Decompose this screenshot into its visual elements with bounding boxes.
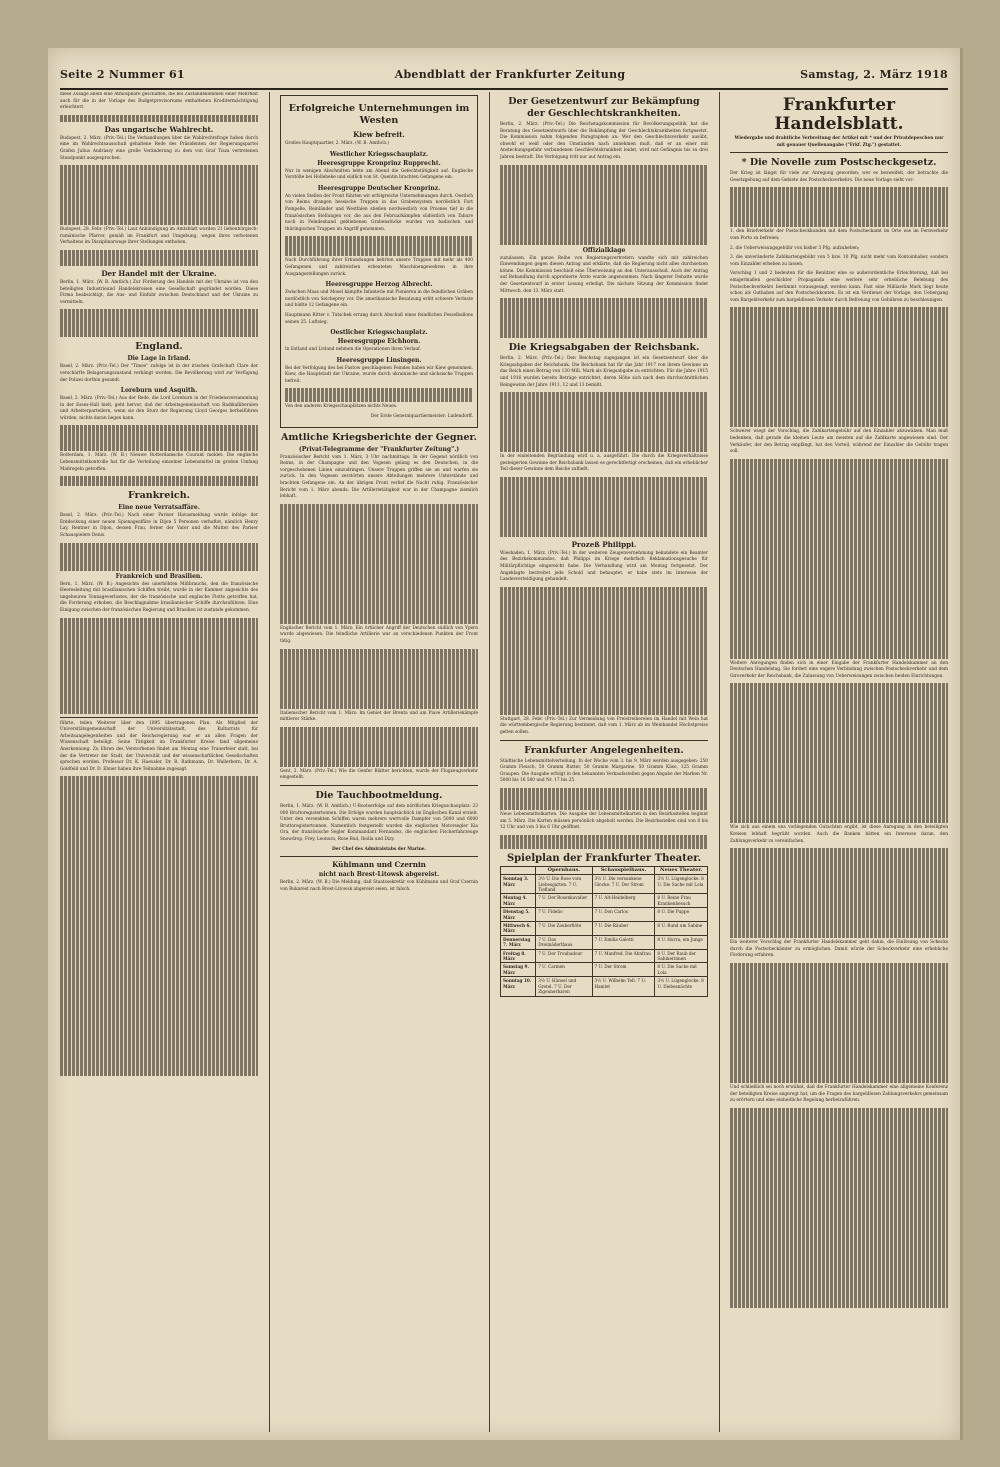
text-lines bbox=[60, 165, 258, 225]
article-headline: Prozeß Philippi. bbox=[571, 539, 637, 549]
table-cell: Montag 4. März bbox=[501, 894, 536, 908]
column-2 bbox=[280, 92, 478, 1436]
text-lines bbox=[500, 835, 708, 849]
article-subheadline: Heeresgruppe Deutscher Kronprinz. bbox=[317, 184, 441, 192]
column-3 bbox=[500, 92, 708, 1436]
section-note: Wiedergabe und drahtliche Verbreitung der Artikel mit * und der Privatdepeschen nur mit genauer Quellenangabe ("Frkf. Ztg.") gestattet. bbox=[734, 136, 944, 148]
article-headline: Das ungarische Wahlrecht. bbox=[104, 124, 214, 134]
table-header-row bbox=[501, 866, 708, 874]
column-header: Schauspielhaus. bbox=[592, 866, 655, 874]
article-subheadline: Heeresgruppe Eichhorn. bbox=[337, 338, 421, 346]
text-lines bbox=[60, 476, 258, 486]
column-rule bbox=[719, 92, 720, 1432]
table-cell: 3½ U. Lügenglocke. 8 U. Die Sache mit Lola bbox=[655, 875, 708, 894]
article-text: Der Erste Generalquartiermeister: Ludendorff. bbox=[370, 414, 473, 420]
text-lines bbox=[60, 776, 258, 1076]
table-cell: 7 U. Fidelio bbox=[536, 908, 592, 922]
article-text: Von den anderen Kriegsschauplätzen nichts Neues. bbox=[285, 404, 398, 410]
theater-schedule-title: Spielplan der Frankfurter Theater. bbox=[506, 852, 702, 864]
article-headline: Frankfurter Angelegenheiten. bbox=[524, 744, 684, 756]
article-subheadline: Frankreich und Brasilien. bbox=[115, 572, 203, 580]
table-cell: 8 U. Reine Frau Krankenbesuch bbox=[655, 894, 708, 908]
table-cell: 3½ U. Hänsel und Gretel. 7 U. Der Zigeunerbaron bbox=[536, 977, 592, 996]
text-lines bbox=[60, 425, 258, 451]
article-text: Vorschlag 1 und 2 bedeuten für die Benützer eine so außerordentliche Erleichterung, daß bei einigermaßen geschickter Propaganda eine weitere sehr erhebliche Belebung des Postscheckverkehrs bestimmt vorausgesagt werden kann. Fast eine Milliarde Mark liegt heute schon als Guthaben auf den Postscheckkonten. Es ist ein Verdienst der Vorlage, den Uebergang vom Bargeldverkehr zum bargeldlosen Verkehr durch Befreiung von Gebühren zu beschleunigen. bbox=[730, 271, 948, 303]
column-1 bbox=[60, 92, 258, 1436]
text-lines bbox=[60, 309, 258, 337]
text-lines bbox=[60, 250, 258, 266]
table-cell: Donnerstag 7. März bbox=[501, 935, 536, 949]
table-cell: 7 U. Carmen bbox=[536, 963, 592, 977]
article-subheadline: Oestlicher Kriegsschauplatz. bbox=[330, 329, 428, 337]
article-subheadline: (Privat-Telegramme der "Frankfurter Zeitung".) bbox=[298, 445, 460, 453]
article-text: In Estland und Livland nehmen die Operationen ihren Verlauf. bbox=[285, 347, 421, 353]
text-lines bbox=[730, 683, 948, 823]
table-cell: 7 U. Der Rosenkavalier bbox=[536, 894, 592, 908]
table-cell: 7 U. Das Dreimäderlhaus bbox=[536, 935, 592, 949]
table-cell: 7 U. Der Strom bbox=[592, 963, 655, 977]
article-text: Berlin, 2. März. (Priv.-Tel.) Den Reichstag zugegangen ist ein Gesetzentwurf über die Kriegsabgaben der Reichsbank. Die Reichsbank hat für das Jahr 1917 von ihrem Gewinne an das Reich einen Betrag von 130 Mill. Mark als Kriegsabgabe zu entrichten. Für die Jahre 1915 und 1916 wurden bereits Beträge entrichtet, deren Höhe sich nach dem durchschnittlichen Reingewinn der Jahre 1911, 12 und 13 bemißt. bbox=[500, 356, 708, 388]
text-lines bbox=[500, 165, 708, 245]
article-subheadline: Die Lage in Irland. bbox=[127, 355, 191, 363]
article-text: Wie sich aus einem uns vorliegenden Gutachten ergibt, ist diese Anregung in den beteiligten Kreisen lebhaft begrüßt worden. Auch die Banken hätten ein Interesse daran, den Zahlungsverkehr zu vereinfachen. bbox=[730, 825, 948, 844]
divider bbox=[60, 717, 258, 718]
article-headline: Der Gesetzentwurf zur Bekämpfung der Geschlechtskrankheiten. bbox=[508, 96, 700, 119]
article-text: 3. die unveränderte Zahlkartengebühr von 5 bzw. 10 Pfg. nicht mehr vom Kontoinhaber, sondern vom Einzahler erheben zu lassen. bbox=[730, 255, 948, 267]
article-subheadline: Kiew befreit. bbox=[353, 130, 405, 139]
article-headline: Die Tauchbootmeldung. bbox=[315, 789, 443, 801]
article-text: Berlin, 1. März. (W. B. Amtlich.) Zur Förderung des Handels mit der Ukraine ist von den beteiligten Industrieund Handelskreisen eine Gesellschaft gegründet worden. Diese Firma beabsichtigt, die Aus- und Einfuhr zwischen Deutschland und der Ukraine zu vermitteln. bbox=[60, 279, 258, 305]
article-text: Hauptmann Ritter v. Tutschek errang durch Abschuß eines feindlichen Fesselballons seinen 25. Luftsieg. bbox=[285, 312, 473, 325]
article-text: Berlin, 2. März. (W. B.) Die Meldung, daß Staatssekretär von Kühlmann und Graf Czernin von Bukarest nach Brest-Litowsk abgereist seien, ist falsch. bbox=[280, 880, 478, 892]
article-text: Rotterdam, 1. März. (W. B.) Nieuwe Rotterdamsche Courant meldet: Die englische Lebensmittelkontrolle hat für die Verteilung einzelner Lebensmittel im großen Umfang Maßregeln getroffen. bbox=[60, 453, 258, 472]
column-rule bbox=[269, 92, 270, 1432]
table-cell: 3½ U. Lügenglocke. 8 U. Diebesnächte bbox=[655, 977, 708, 996]
table-row bbox=[501, 908, 708, 922]
table-row bbox=[501, 875, 708, 894]
article-subheadline: Heeresgruppe Kronprinz Rupprecht. bbox=[317, 159, 441, 167]
table-cell: 7 U. Manfred. Die Ahnfrau bbox=[592, 949, 655, 963]
article-text: Großes Hauptquartier, 2. März. (W. B. Amtlich.) bbox=[285, 141, 390, 146]
theater-schedule-table bbox=[500, 866, 708, 997]
text-lines bbox=[500, 477, 708, 537]
article-headline: Erfolgreiche Unternehmungen im Westen bbox=[288, 103, 470, 126]
article-subheadline: Heeresgruppe Herzog Albrecht. bbox=[325, 281, 433, 289]
article-text: diese Zusage allein eine Atmosphäre geschaffen, die bei Zustandekommen einer Mehrheit auch für die in der Vorlage des Budgetprovisoriums enthaltenen Kreditermächtigung erleichtert. bbox=[60, 92, 258, 111]
article-text: Bern, 1. März. (W. B.) Angesichts des unerhöhten Mißbrauchs, den die französische Heeresleitung mit brasilianischen Schiffen treibt, wurde in der Kammer angesichts des ungeheuren Tonnageverlustes, der die französische und englische Flotte getroffen hat, die Forderung erhoben, die Beschlagnahme brasilianischer Schiffe durchzuführen. Eine Einigung zwischen der französischen Regierung und Brasilien ist zustande gekommen. bbox=[60, 581, 258, 613]
text-lines bbox=[500, 788, 708, 810]
article-text: In der einleitenden Begründung wird u. a. ausgeführt: Die durch die Kriegsverhältnisse gesteigerten Gewinne der Reichsbank lassen es gerechtfertigt erscheinen, daß ein erheblicher Teil dieser Gewinne dem Reiche zufließt. bbox=[500, 454, 708, 473]
table-row bbox=[501, 977, 708, 996]
table-row bbox=[501, 935, 708, 949]
table-cell: 7 U. Der Troubadour bbox=[536, 949, 592, 963]
article-text: Bei der Verfolgung des bei Fastow geschlagenen Feindes haben wir Kiew genommen. Kiew, die Hauptstadt der Ukraine, wurde durch ukrainische und sächsische Truppen befreit. bbox=[285, 365, 473, 384]
text-lines bbox=[500, 587, 708, 715]
article-text: Der Krieg ist längst für viele zur Anregung geworden; wer es bezweifelt, der betrachte die Gesetzgebung auf dem Gebiete des Postscheckverkehrs. Die neue Vorlage sieht vor: bbox=[730, 171, 948, 183]
text-lines bbox=[500, 298, 708, 338]
article-text: 2. die Ueberweisungsgebühr von bisher 3 Pfg. aufzuheben; bbox=[730, 245, 860, 251]
text-lines bbox=[730, 1108, 948, 1308]
section-headline: England. bbox=[135, 341, 183, 353]
newspaper-page bbox=[48, 48, 963, 1440]
text-lines bbox=[285, 236, 473, 256]
article-text: Zwischen Maas und Mosel kämpfte Infanterie mit Pionieren in die feindlichen Gräben nordöstlich von Seicheprey vor. Die amerikanische Besatzung erlitt schwere Verluste und büßte 12 Gefangene ein. bbox=[285, 290, 473, 309]
article-text: Stuttgart, 28. Febr. (Priv.-Tel.) Zur Vermeidung von Preistreibereien im Handel mit Wein hat die württembergische Regierung bestimmt, daß vom 1. März ab im Weinhandel Höchstpreise gelten sollen. bbox=[500, 716, 708, 736]
table-cell: 8 U. Der Raub der Sabinerinnen bbox=[655, 949, 708, 963]
text-lines bbox=[730, 963, 948, 1083]
table-cell: 7 U. Die Zauberflöte bbox=[536, 922, 592, 936]
table-cell: 8 U. Rund um Sabine bbox=[655, 922, 708, 936]
column-rule bbox=[489, 92, 490, 1432]
war-report-box bbox=[280, 95, 478, 428]
article-text: Der Chef des Admiralstabs der Marine. bbox=[331, 846, 427, 852]
column-header: Neues Theater. bbox=[655, 866, 708, 874]
article-text: Basel, 2. März. (Priv.-Tel.) Aus der Rede, die Lord Loreburn in der Friedensversammlung in der Essex-Hall hielt, geht hervor, daß der Arbeitsgemeinschaft von Radikalliberalen und Arbeiterparteilern, wenn sie den Sturz der Regierung Lloyd Georges herbeiführen würden, nichts daran liegen kann. bbox=[60, 396, 258, 421]
article-text: An vielen Stellen der Front führten wir erfolgreiche Unternehmungen durch. Oestlich von Reims drangen hessische Truppen in das Grabensystem nordöstlich Fort Pompelle, Reinländer und Westfalen stießen nordwestlich von Prosnes tief in die französischen Stellungen vor, die aus den Februarkämpfen südöstlich von Tahure noch in Feindeshand gebliebenen Grabenstücke wurden von badischen und thüringischen Truppen im Angriff genommen. bbox=[285, 193, 473, 232]
page-header bbox=[60, 66, 948, 90]
text-lines bbox=[730, 459, 948, 659]
article-text: 1. den Briefverkehr der Postscheckkunden mit dem Postscheckamt im Orte wie im Fernverkehr vom Porto zu befreien; bbox=[730, 229, 948, 241]
column-header: Opernhaus. bbox=[536, 866, 592, 874]
table-cell: 8 U. Die Puppe bbox=[655, 908, 708, 922]
text-lines bbox=[500, 392, 708, 452]
divider bbox=[500, 740, 708, 741]
article-text: Nur in wenigen Abschnitten lebte am Abend die Gefechtstätigkeit auf. Englische Vorstöße bei Hollebeke und südlich von St. Quentin brachten Gefangene ein. bbox=[285, 168, 473, 181]
article-text: Gent, 2. März. (Priv.-Tel.) Wie die Genfer Blätter berichten, wurde der Flugzeugverkehr eingestellt. bbox=[280, 768, 478, 781]
table-cell: 3½ U. Die Rose vom Liebesgarten. 7 U. Tiefland bbox=[536, 875, 592, 894]
table-row bbox=[501, 963, 708, 977]
table-cell: 8 U. Hurra, ein Junge bbox=[655, 935, 708, 949]
article-text: Ein weiterer Vorschlag der Frankfurter Handelskammer geht dahin, die Einlösung von Schecks durch die Postscheckämter zu ermöglichen. Damit würde der Scheckverkehr eine erhebliche Förderung erfahren. bbox=[730, 940, 948, 959]
article-text: Basel, 2. März. (Priv.-Tel.) Der "Times" zufolge ist in der irischen Grafschaft Clare der verschärfte Belagerungszustand verhängt worden. Die Bevölkerung wird zur Verfügung der Polizei dorthin gesandt. bbox=[60, 364, 258, 383]
article-text: führte, teilen Weiterer über den 1895 übertragenen Plan. Als Mitglied der Universitätsgemeinschaft der Universitätsstadt, des Kulturrats für Arbeitsangelegenheiten und der Reichsregierung war er an allen Fragen der Wissenschaft beteiligt. Seine Tätigkeit im Frankfurter Kreise fand allgemeine Anerkennung. Zu Ehren des Verstorbenen findet am Montag eine Trauerfeier statt, bei der die Vertreter der Stadt, der Universität und der wissenschaftlichen Gesellschaften sprechen werden. Professor Dr. K. Haeusler, Dr. R. Rathmann, Dr. Wallerbern, Dr. A. Goldfeld und Dr. D. Ebner haben ihre Teilnahme zugesagt. bbox=[60, 720, 258, 772]
text-lines bbox=[60, 543, 258, 571]
article-text: Neue Lebensmittelkarten. Die Ausgabe der Lebensmittelkarten in den Bezirksstellen beginnt am 5. März. Die Karten müssen persönlich abgeholt werden. Die Bezirksstellen sind von 8 bis 12 Uhr und von 3 bis 6 Uhr geöffnet. bbox=[500, 812, 708, 831]
article-subheadline: Offizialklage bbox=[582, 246, 626, 254]
article-text: Nach Durchführung ihrer Erkundungen kehrten unsere Truppen mit mehr als 400 Gefangenen und zahlreichen erbeuteten Maschinengewehren in ihre Ausgangsstellungen zurück. bbox=[285, 258, 473, 277]
column-header bbox=[501, 866, 536, 874]
table-cell: Dienstag 5. März bbox=[501, 908, 536, 922]
article-text: Italienischer Bericht vom 1. März: Im Gebiet der Brenta und am Piave Artilleriekämpfe mittlerer Stärke. bbox=[280, 710, 478, 723]
table-cell: Sonntag 10. März bbox=[501, 977, 536, 996]
article-text: Budapest, 2. März. (Priv.-Tel.) Die Verhandlungen über die Wahlrechtsfrage haben durch eine im Wahlrechtsausschuß gehaltene Rede des Präsidenten der Regierungspartei Grafen Julius Andrássy eine große Veränderung zu dem von Graf Tisza vertretenen Standpunkt ausgesprochen. bbox=[60, 135, 258, 161]
article-text: Weitere Anregungen finden sich in einer Eingabe der Frankfurter Handelskammer an den Deutschen Handelstag. Sie fordert eine engere Verbindung zwischen Postscheckverkehr und dem Giroverkehr der Reichsbank, die Zulassung von Ueberweisungen zwischen beiden Einrichtungen. bbox=[730, 660, 948, 679]
section-title: Frankfurter Handelsblatt. bbox=[774, 95, 904, 134]
issue-date: Samstag, 2. März 1918 bbox=[800, 68, 948, 81]
text-lines bbox=[60, 618, 258, 714]
table-cell: Mittwoch 6. März bbox=[501, 922, 536, 936]
table-cell: 7 U. Die Räuber bbox=[592, 922, 655, 936]
table-cell: 7 U. Don Carlos bbox=[592, 908, 655, 922]
article-text: Französischer Bericht vom 1. März, 3 Uhr nachmittags: In der Gegend nördlich von Reims, in der Champagne und den Vogesen gelang es den Deutschen, in die vorgeschobenen Linien einzudringen. Unsere Truppen griffen sie an und warfen sie zurück. In den Vogesen zerstörten unsere Abteilungen mehrere Unterstände und brachten Gefangene ein. An der übrigen Front verlief die Nacht ruhig. Französischer Bericht vom 1. März abends: Die Artillerietätigkeit war in der Champagne ziemlich lebhaft. bbox=[280, 454, 478, 500]
page-number: Seite 2 Nummer 61 bbox=[60, 68, 185, 81]
article-subheadline: Westlicher Kriegsschauplatz. bbox=[329, 150, 429, 158]
article-text: zuzulassen. Ein ganze Reihe von Regierungsvertretern wandte sich mit zahlreichen Einwendungen gegen diesen Antrag und erklärte, daß die Regierung nicht alles durchsetzen könne. Die Kommission beschloß eine Überweisung an den Unterausschuß. Auch der Antrag auf Behandlung durch approbierte Ärzte wurde angenommen. Nach längerer Debatte wurde der Gesetzentwurf in erster Lesung erledigt. Die nächste Sitzung der Kommission findet Mittwoch, den 13. März statt. bbox=[500, 255, 708, 294]
article-subheadline: Heeresgruppe Linsingen. bbox=[336, 356, 422, 364]
masthead-title: Abendblatt der Frankfurter Zeitung bbox=[394, 68, 626, 81]
article-text: Englischer Bericht vom 1. März: Ein örtlicher Angriff der Deutschen südlich von Ypern wurde abgewiesen. Die feindliche Artillerie war an verschiedenen Punkten der Front tätig. bbox=[280, 625, 478, 644]
article-headline: Der Handel mit der Ukraine. bbox=[101, 268, 217, 278]
article-headline: Die Kriegsabgaben der Reichsbank. bbox=[508, 342, 700, 354]
table-cell: 7 U. Alt-Heidelberg bbox=[592, 894, 655, 908]
article-subheadline: nicht nach Brest-Litowsk abgereist. bbox=[318, 871, 440, 879]
text-lines bbox=[730, 848, 948, 938]
article-text: Schwerer wiegt der Vorschlag, die Zahlkartengebühr auf den Einzahler abzuwälzen. Man muß bedenken, daß gerade die kleinen Leute am meisten auf die Zahlkarte angewiesen sind. Der Verkäufer, der den Betrag empfängt, hat den Vorteil, während der Einzahler die Gebühr tragen soll. bbox=[730, 429, 948, 455]
table-cell: 3½ U. Die versunkene Glocke. 7 U. Der Strom bbox=[592, 875, 655, 894]
article-text: Städtische Lebensmittelverteilung. In der Woche vom 3. bis 9. März werden ausgegeben: 250 Gramm Fleisch, 50 Gramm Butter, 50 Gramm Margarine, 50 Gramm Käse, 125 Gramm Graupen. Die Ausgabe erfolgt in den bekannten Verkaufsstellen gegen Abgabe der Marken Nr. 5000 bis 16 500 und Nr. 17 bis 25. bbox=[500, 758, 708, 784]
article-text: Wiesbaden, 1. März. (Priv.-Tel.) In der weiteren Zeugenvernehmung bekundete ein Beamter des Bezirkskommandos, daß Philippi im Kriege mehrfach Reklamationsgesuche für Militärpflichtige eingereicht habe. Die Verhandlung wird am Montag fortgesetzt. Der Angeklagte bestreitet jede Schuld und behauptet, er habe stets im Interesse der Landesverteidigung gehandelt. bbox=[500, 550, 708, 583]
table-cell: Samstag 9. März bbox=[501, 963, 536, 977]
table-cell: Sonntag 3. März bbox=[501, 875, 536, 894]
article-subheadline: Loreburn und Asquith. bbox=[120, 387, 198, 395]
text-lines bbox=[730, 187, 948, 227]
article-text: Basel, 2. März. (Priv.-Tel.) Nach einer Pariser Havasmeldung wurde infolge der Entdeckung einer neuen Spionageaffäre in Dijon 5 Personen verhaftet, nämlich Henry Lay, Rentner in Dijon, dessen Frau, ferner der Vater und die Mutter des Pariser Schauspielers Denis. bbox=[60, 513, 258, 539]
column-4 bbox=[730, 92, 948, 1436]
divider bbox=[280, 856, 478, 857]
text-lines bbox=[60, 115, 258, 122]
text-lines bbox=[280, 727, 478, 767]
table-cell: Freitag 8. März bbox=[501, 949, 536, 963]
article-headline: * Die Novelle zum Postscheckgesetz. bbox=[741, 157, 937, 169]
divider bbox=[280, 785, 478, 786]
section-headline: Frankreich. bbox=[128, 490, 190, 502]
text-lines bbox=[285, 388, 473, 402]
article-text: Berlin, 1. März. (W. B. Amtlich.) U-Bootserfolge auf dem nördlichen Kriegsschauplatz: 23 000 Bruttoregistertonnen. Die Erfolge wurden hauptsächlich im Englischen Kanal erzielt. Unter den versenkten Schiffen waren mehrere wertvolle Dampfer von 5000 und 6000 Bruttoregistertonnen. Namentlich festgestellt wurden die englischen Motorsegler Kia Ora, der französische Segler Kommandant Fernandez, die englischen Fischerfahrzeuge Snowdrop, Frey, Leonora, Rose Bud, Ibolla und Dizy. bbox=[280, 803, 478, 842]
divider bbox=[730, 152, 948, 153]
table-cell: 7 U. Emilia Galotti bbox=[592, 935, 655, 949]
table-cell: 3½ U. Wilhelm Tell. 7 U. Hamlet bbox=[592, 977, 655, 996]
table-row bbox=[501, 894, 708, 908]
article-text: Berlin, 2. März. (Priv.-Tel.) Die Reichstagskommission für Bevölkerungspolitik hat die Beratung des Gesetzentwurfs über die Bekämpfung der Geschlechtskrankheiten fortgesetzt. Die Kommission nahm folgenden Paragraphen an: Wer den Geschlechtsverkehr ausübt, obwohl er weiß oder den Umständen nach annehmen muß, daß er an einer mit Ansteckungsgefahr verbundenen Geschlechtskrankheit leidet, wird mit Gefängnis bis zu drei Jahren bestraft. Die Verfolgung tritt nur auf Antrag ein. bbox=[500, 122, 708, 160]
article-subheadline: Eine neue Verratsaffäre. bbox=[118, 504, 200, 512]
article-headline: Kühlmann und Czernin bbox=[332, 860, 426, 870]
text-lines bbox=[280, 504, 478, 624]
article-text: Und schließlich sei noch erwähnt, daß die Frankfurter Handelskammer eine allgemeine Konferenz der beteiligten Kreise angeregt hat, um die Fragen des bargeldlosen Zahlungsverkehrs gemeinsam zu erörtern und eine einheitliche Regelung herbeizuführen. bbox=[730, 1085, 948, 1104]
text-lines bbox=[730, 307, 948, 427]
article-text: Budapest, 28. Febr. (Priv.-Tel.) Laut Ankündigung im Amtsblatt wurden 21 liebenbürgisch-rumänische Pfarrer, gemäß im Frankfurt und Umgebung, wegen ihres verbotenen Verhaltens im Disziplinarwege ihrer Stellungen enthoben. bbox=[60, 227, 258, 246]
article-headline: Amtliche Kriegsberichte der Gegner. bbox=[281, 431, 477, 443]
table-row bbox=[501, 949, 708, 963]
table-row bbox=[501, 922, 708, 936]
table-cell: 8 U. Die Sache mit Lola bbox=[655, 963, 708, 977]
text-lines bbox=[280, 649, 478, 709]
